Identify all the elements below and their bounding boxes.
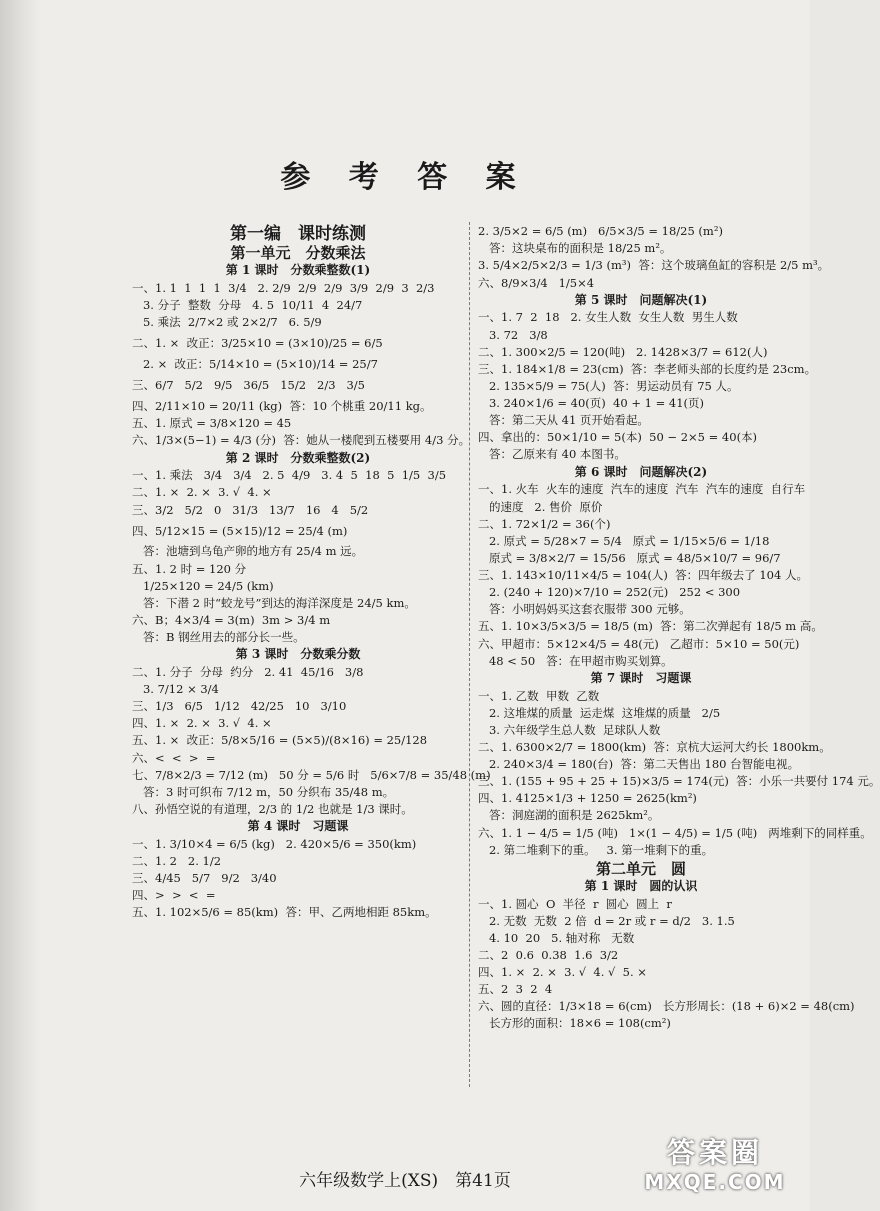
answer-line: 答：B 钢丝用去的部分长一些。 <box>132 630 305 645</box>
answer-line: 二、2 0.6 0.38 1.6 3/2 <box>478 947 619 962</box>
answer-line: 原式 = 3/8×2/7 = 15/56 原式 = 48/5×10/7 = 96/7 <box>478 550 781 565</box>
answer-line: 二、1. 分子 分母 约分 2. 41 45/16 3/8 <box>132 664 364 679</box>
lesson-heading: 第 1 课时 分数乘整数(1) <box>225 263 371 278</box>
answer-line: 3. 240×1/6 = 40(页) 40 + 1 = 41(页) <box>478 396 705 411</box>
answer-line: 六、8/9×3/4 1/5×4 <box>478 275 595 290</box>
answer-line: 三、3/2 5/2 0 31/3 13/7 16 4 5/2 <box>132 502 369 517</box>
answer-line: 五、1. × 改正：5/8×5/16 = (5×5)/(8×16) = 25/128 <box>132 733 428 748</box>
answer-line: 五、2 3 2 4 <box>478 982 553 997</box>
answer-line: 答：第二天从 41 页开始看起。 <box>478 413 649 428</box>
lesson-heading: 第 5 课时 问题解决(1) <box>574 292 708 307</box>
right-column <box>478 222 880 1034</box>
answer-line: 4. 10 20 5. 轴对称 无数 <box>478 930 635 945</box>
answer-line: 3. 5/4×2/5×2/3 = 1/3 (m³) 答：这个玻璃鱼缸的容积是 2/5 m³。 <box>478 258 830 273</box>
answer-line: 3. 分子 整数 分母 4. 5 10/11 4 24/7 <box>132 298 363 313</box>
section-heading: 第一编 课时练测 <box>230 224 366 244</box>
answer-line: 六、1. 1 − 4/5 = 1/5 (吨) 1×(1 − 4/5) = 1/5 (吨) 两堆剩下的同样重。 <box>478 825 872 840</box>
answer-line: 二、1. × 改正：3/25×10 = (3×10)/25 = 6/5 <box>132 336 383 351</box>
answer-line: 八、孙悟空说的有道理，2/3 的 1/2 也就是 1/3 课时。 <box>132 801 413 816</box>
answer-line: 2. 无数 无数 2 倍 d = 2r 或 r = d/2 3. 1.5 <box>478 913 735 928</box>
answer-line: 一、1. 7 2 18 2. 女生人数 女生人数 男生人数 <box>478 310 738 325</box>
answer-line: 一、1. 3/10×4 = 6/5 (kg) 2. 420×5/6 = 350(km) <box>132 836 417 851</box>
answer-line: 一、1. 圆心 O 半径 r 圆心 圆上 r <box>478 896 672 911</box>
answer-line: 答：下潜 2 时“蛟龙号”到达的海洋深度是 24/5 km。 <box>132 595 416 610</box>
column-divider <box>469 222 470 1087</box>
answer-line: 1/25×120 = 24/5 (km) <box>132 578 274 593</box>
answer-line: 三、1. 184×1/8 = 23(cm) 答：李老师头部的长度约是 23cm。 <box>478 361 817 376</box>
answer-line: 四、> > < = <box>132 888 216 903</box>
answer-line: 三、1/3 6/5 1/12 42/25 10 3/10 <box>132 699 347 714</box>
answer-line: 3. 六年级学生总人数 足球队人数 <box>478 722 661 737</box>
answer-line: 2. × 改正：5/14×10 = (5×10)/14 = 25/7 <box>132 357 378 372</box>
answer-line: 2. 原式 = 5/28×7 = 5/4 原式 = 1/15×5/6 = 1/18 <box>478 533 770 548</box>
answer-line: 四、1. 4125×1/3 + 1250 = 2625(km²) <box>478 791 697 806</box>
answer-line: 五、1. 10×3/5×3/5 = 18/5 (m) 答：第二次弹起有 18/5 m 高。 <box>478 619 823 634</box>
answer-line: 五、1. 原式 = 3/8×120 = 45 <box>132 416 292 431</box>
unit-heading: 第一单元 分数乘法 <box>230 244 366 263</box>
answer-line: 四、1. × 2. × 3. √ 4. √ 5. × <box>478 965 647 980</box>
answer-line: 2. (240 + 120)×7/10 = 252(元) 252 < 300 <box>478 585 741 600</box>
answer-line: 三、1. 143×10/11×4/5 = 104(人) 答：四年级去了 104 人。 <box>478 568 808 582</box>
answer-line: 二、1. 2 2. 1/2 <box>132 854 222 869</box>
page-footer: 六年级数学上(XS) 第41页 <box>299 1171 511 1191</box>
answer-line: 七、7/8×2/3 = 7/12 (m) 50 分 = 5/6 时 5/6×7/8 = 35/48 (m) <box>132 767 491 782</box>
answer-line: 答：3 时可织布 7/12 m，50 分织布 35/48 m。 <box>132 784 395 799</box>
answer-line: 答：乙原来有 40 本图书。 <box>478 447 626 462</box>
answer-line: 五、1. 2 时 = 120 分 <box>132 561 247 576</box>
answer-line: 六、B；4×3/4 = 3(m) 3m > 3/4 m <box>132 612 331 627</box>
answer-line: 5. 乘法 2/7×2 或 2×2/7 6. 5/9 <box>132 315 322 330</box>
left-column <box>132 222 491 923</box>
answer-line: 四、2/11×10 = 20/11 (kg) 答：10 个桃重 20/11 kg。 <box>132 399 432 414</box>
answer-line: 一、1. 火车 火车的速度 汽车的速度 汽车 汽车的速度 自行车 <box>478 482 806 497</box>
lesson-heading: 第 1 课时 圆的认识 <box>584 878 698 893</box>
answer-line: 六、甲超市：5×12×4/5 = 48(元) 乙超市：5×10 = 50(元) <box>478 636 800 651</box>
lesson-heading: 第 6 课时 问题解决(2) <box>574 464 708 479</box>
answer-line: 答：池塘到乌龟产卵的地方有 25/4 m 远。 <box>132 544 364 559</box>
lesson-heading: 第 7 课时 习题课 <box>590 670 692 685</box>
answer-line: 三、6/7 5/2 9/5 36/5 15/2 2/3 3/5 <box>132 378 365 393</box>
answer-line: 2. 3/5×2 = 6/5 (m) 6/5×3/5 = 18/25 (m²) <box>478 224 723 239</box>
answer-line: 答：洞庭湖的面积是 2625km²。 <box>478 808 660 823</box>
answer-line: 长方形的面积：18×6 = 108(cm²) <box>478 1016 671 1031</box>
lesson-heading: 第 2 课时 分数乘整数(2) <box>225 450 371 465</box>
answer-line: 2. 135×5/9 = 75(人) 答：男运动员有 75 人。 <box>478 378 739 393</box>
answer-line: 48 < 50 答：在甲超市购买划算。 <box>478 653 673 668</box>
answer-line: 三、4/45 5/7 9/2 3/40 <box>132 871 277 886</box>
answer-line: 2. 第二堆剩下的重。 3. 第一堆剩下的重。 <box>478 842 714 857</box>
answer-line: 三、1. (155 + 95 + 25 + 15)×3/5 = 174(元) 答：小乐一共要付 174 元。 <box>478 774 880 789</box>
answer-line: 2. 240×3/4 = 180(台) 答：第二天售出 180 台智能电视。 <box>478 757 800 772</box>
answer-line: 答：小明妈妈买这套衣服带 300 元够。 <box>478 602 691 617</box>
watermark-text: 答案圈 <box>666 1136 763 1169</box>
answer-line: 四、5/12×15 = (5×15)/12 = 25/4 (m) <box>132 523 348 538</box>
answer-line: 五、1. 102×5/6 = 85(km) 答：甲、乙两地相距 85km。 <box>132 905 437 920</box>
answer-line: 二、1. 6300×2/7 = 1800(km) 答：京杭大运河大约长 1800km。 <box>478 739 831 754</box>
answer-line: 六、< < > = <box>132 750 216 765</box>
answer-line: 一、1. 1 1 1 1 3/4 2. 2/9 2/9 2/9 3/9 2/9 3 2/3 <box>132 281 435 296</box>
answer-line: 四、1. × 2. × 3. √ 4. × <box>132 716 272 731</box>
answer-line: 一、1. 乙数 甲数 乙数 <box>478 688 600 703</box>
page-title: 参 考 答 案 <box>280 160 530 195</box>
answer-line: 3. 72 3/8 <box>478 327 548 342</box>
answer-line: 答：这块桌布的面积是 18/25 m²。 <box>478 241 672 256</box>
lesson-heading: 第 4 课时 习题课 <box>247 819 349 834</box>
watermark-url: MXQE.COM <box>644 1170 786 1194</box>
answer-line: 二、1. 72×1/2 = 36(个) <box>478 516 611 531</box>
watermark-logo <box>640 1136 790 1200</box>
answer-line: 六、1/3×(5−1) = 4/3 (分) 答：她从一楼爬到五楼要用 4/3 分。 <box>132 433 471 448</box>
answer-line: 的速度 2. 售价 原价 <box>478 499 603 514</box>
answer-line: 二、1. 300×2/5 = 120(吨) 2. 1428×3/7 = 612(人) <box>478 344 768 359</box>
lesson-heading: 第 3 课时 分数乘分数 <box>235 647 361 662</box>
answer-line: 3. 7/12 × 3/4 <box>132 682 219 697</box>
answer-line: 六、圆的直径：1/3×18 = 6(cm) 长方形周长：(18 + 6)×2 = 48(cm) <box>478 999 855 1014</box>
answer-line: 一、1. 乘法 3/4 3/4 2. 5 4/9 3. 4 5 18 5 1/5 3/5 <box>132 468 447 483</box>
answer-line: 二、1. × 2. × 3. √ 4. × <box>132 485 272 500</box>
answer-line: 四、拿出的：50×1/10 = 5(本) 50 − 2×5 = 40(本) <box>478 430 758 445</box>
unit-heading: 第二单元 圆 <box>595 859 686 878</box>
answer-line: 2. 这堆煤的质量 运走煤 这堆煤的质量 2/5 <box>478 705 721 720</box>
